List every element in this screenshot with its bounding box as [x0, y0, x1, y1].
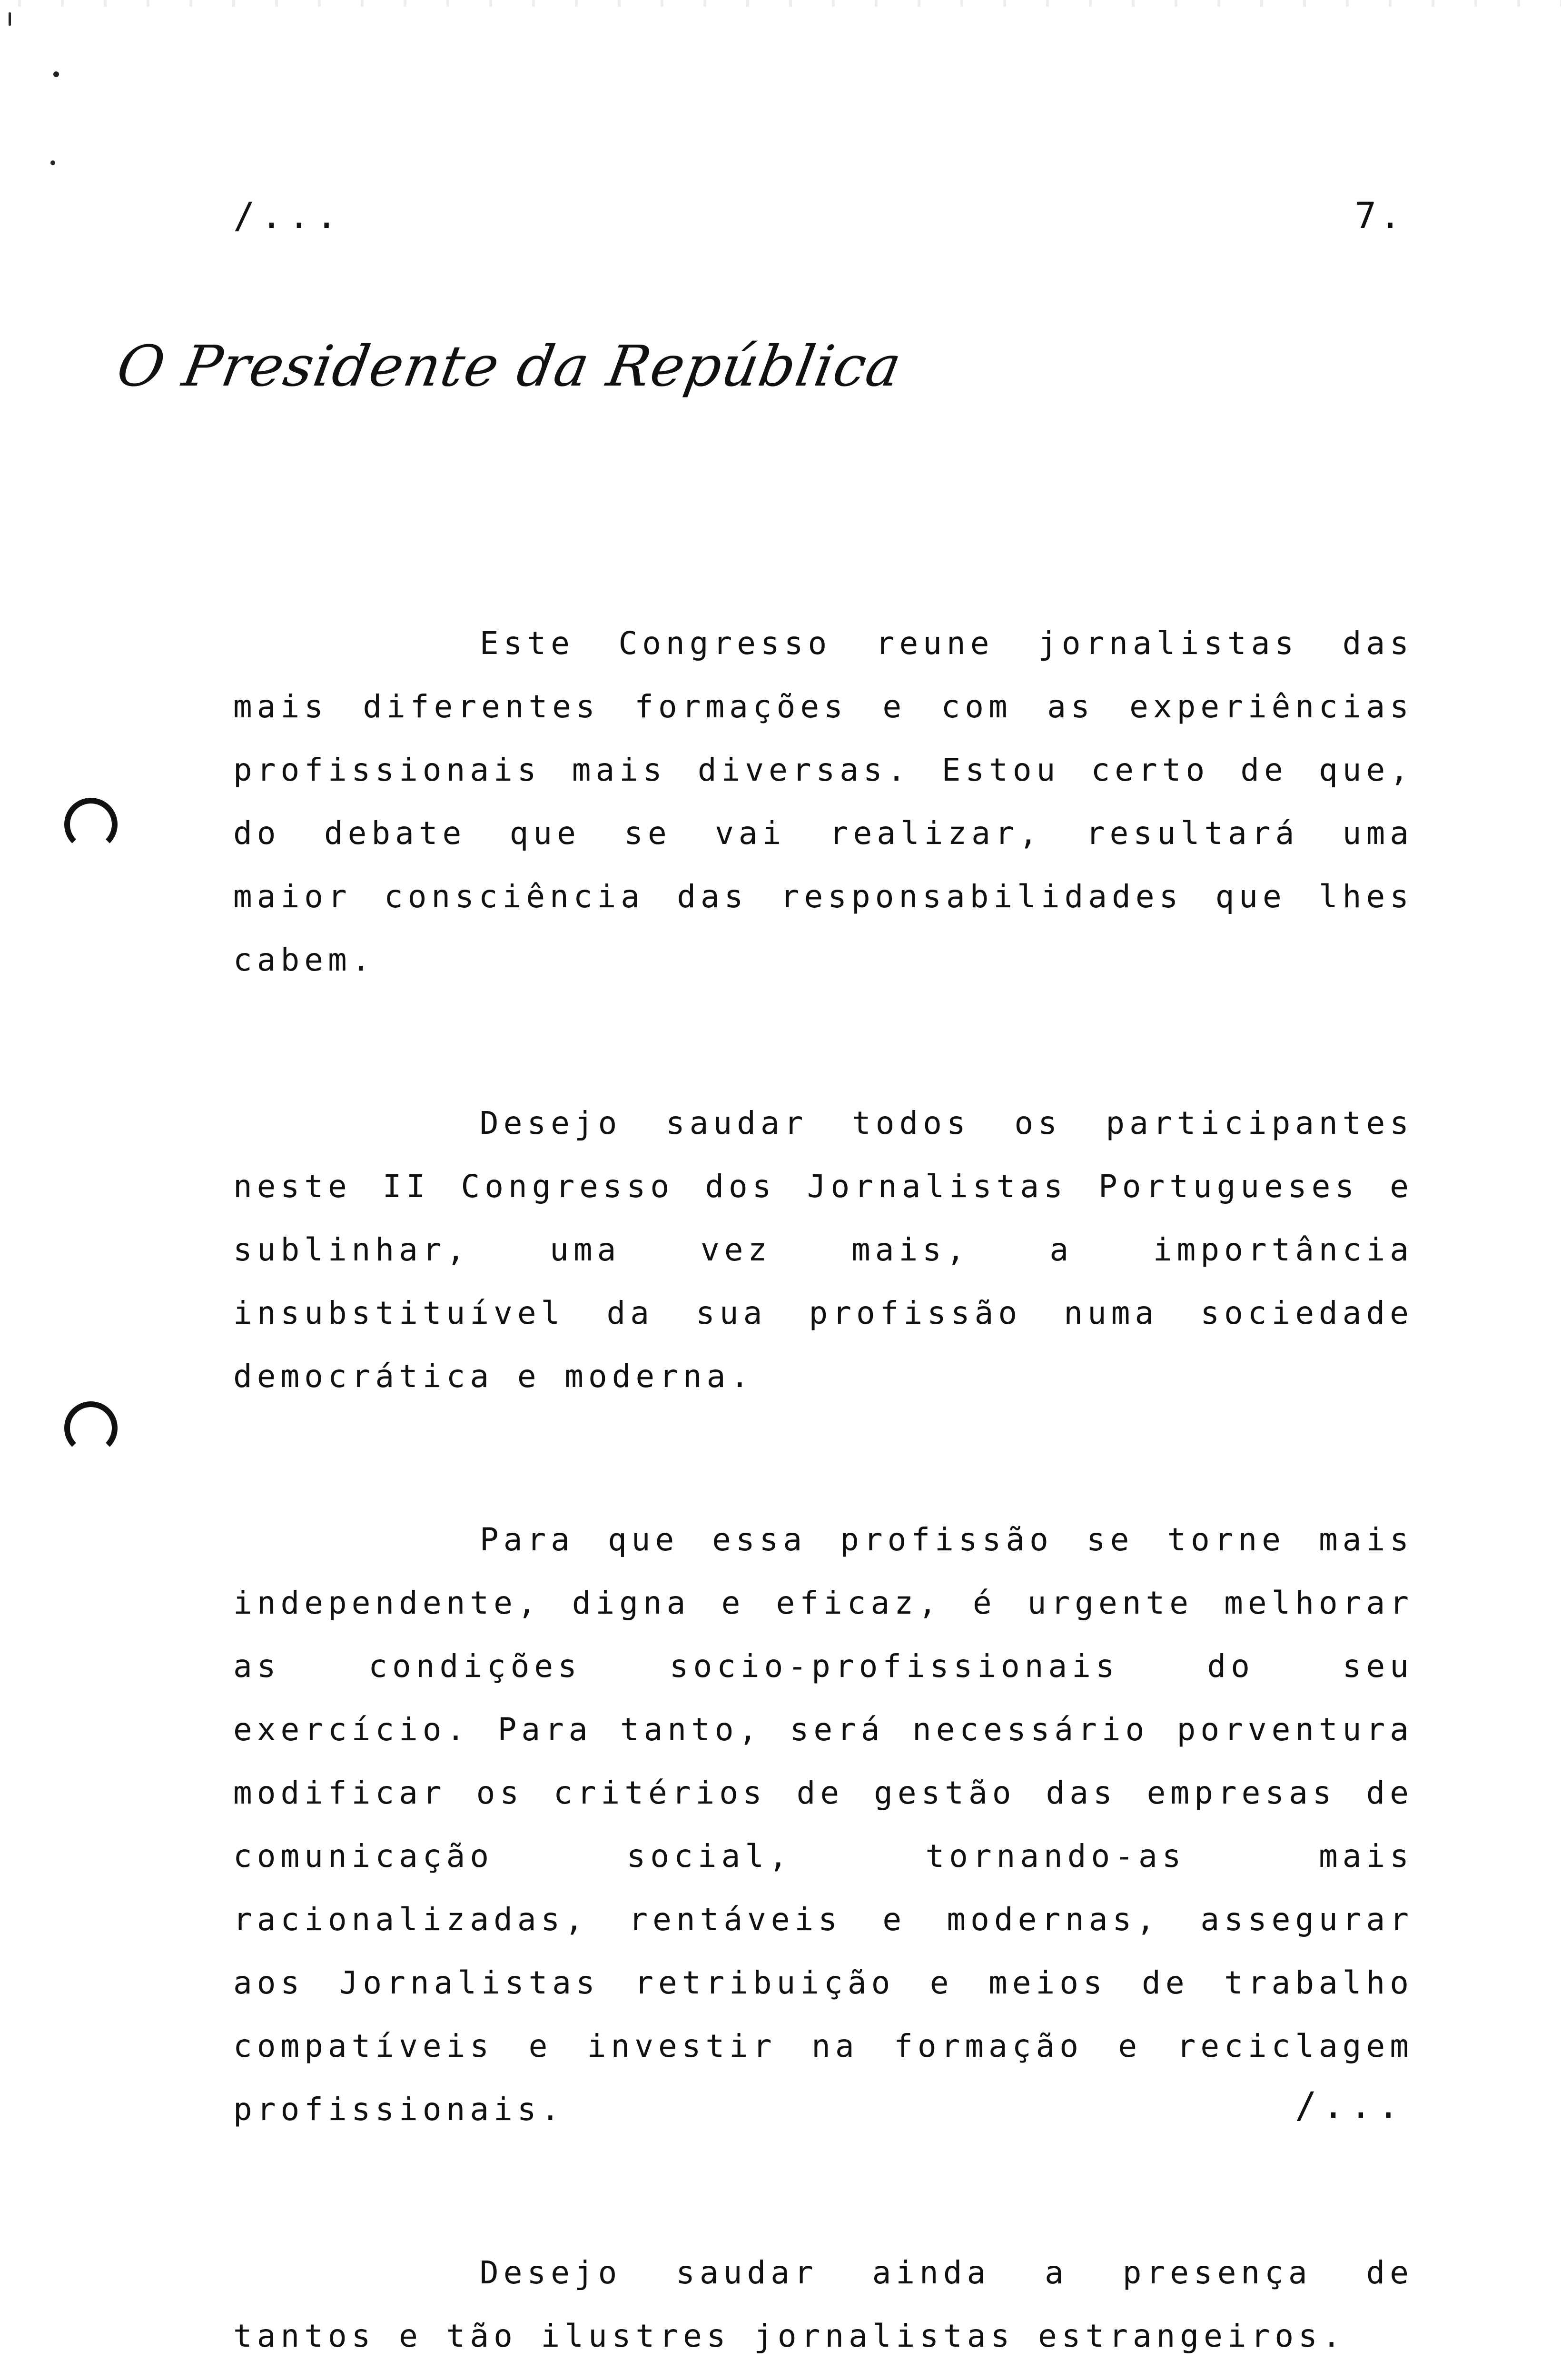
paragraph-2: Desejo saudar todos os participantes neste II Congresso dos Jornalistas Portugueses e sublinhar, uma vez mais, a importância insubstituível da sua profissão numa sociedade democrática e moderna.: [233, 1105, 1413, 1395]
paragraph-1: Este Congresso reune jornalistas das mais diferentes formações e com as experiências profissionais mais diversas. Estou certo de que, do debate que se vai realizar, resultará uma maior consciência das responsabilidades que lhes cabem.: [233, 625, 1413, 978]
presidential-letterhead: O Presidente da República: [112, 333, 907, 399]
margin-dot-2: [50, 160, 55, 165]
letter-body: [233, 612, 1413, 2380]
punch-hole-mark-1: [64, 798, 118, 851]
margin-dot-1: [53, 71, 59, 77]
left-edge-tick: [9, 12, 11, 26]
paragraph-3: Para que essa profissão se torne mais independente, digna e eficaz, é urgente melhorar as condições socio-profissionais do seu exercício. Para tanto, será necessário porventura modificar os critérios de gestão das empresas de comunicação social, tornando-as mais racionalizadas, rentáveis e modernas, assegurar aos Jornalistas retribuição e meios de trabalho compatíveis e investir na formação e reciclagem profissionais.: [233, 1521, 1413, 2128]
page-number: 7.: [1354, 194, 1404, 237]
continuation-mark-bottom: /...: [1294, 2084, 1405, 2126]
paragraph-4: Desejo saudar ainda a presença de tantos e tão ilustres jornalistas estrangeiros.: [233, 2254, 1413, 2354]
continuation-mark-top: /...: [233, 194, 344, 237]
punch-hole-mark-2: [64, 1401, 118, 1455]
scan-edge-noise: [0, 0, 1561, 7]
